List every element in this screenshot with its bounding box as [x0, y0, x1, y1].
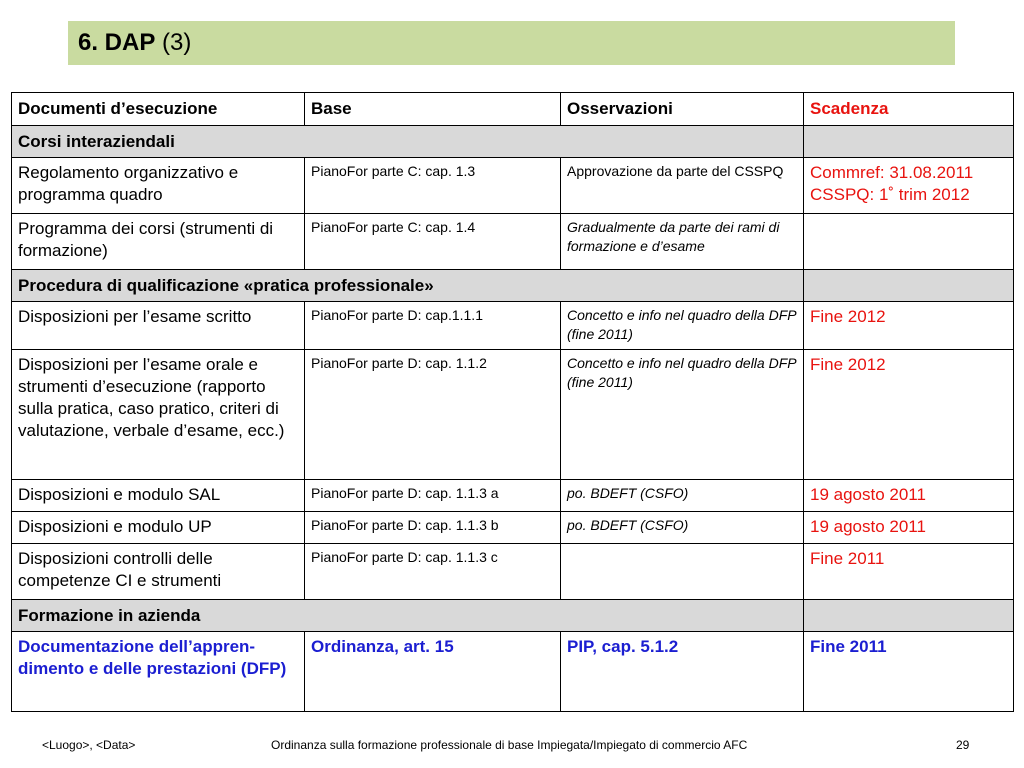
cell-documento: Disposizioni per l’esame scritto: [12, 302, 305, 350]
cell-osservazioni: Gradualmente da parte dei rami di formazione e d’esame: [561, 214, 804, 270]
cell-base: PianoFor parte C: cap. 1.3: [305, 158, 561, 214]
section-empty-cell: [804, 270, 1014, 302]
cell-documento: Documentazione dell’appren-dimento e delle prestazioni (DFP): [12, 632, 305, 712]
page-number: 29: [956, 738, 970, 752]
cell-scadenza: Fine 2011: [804, 544, 1014, 600]
cell-base: Ordinanza, art. 15: [305, 632, 561, 712]
section-label: Formazione in azienda: [12, 600, 804, 632]
section-empty-cell: [804, 126, 1014, 158]
cell-documento: Programma dei corsi (strumenti di formazione): [12, 214, 305, 270]
section-row-formazione: [12, 600, 1014, 632]
cell-scadenza: Fine 2012: [804, 302, 1014, 350]
section-row-corsi: [12, 126, 1014, 158]
footer-title: Ordinanza sulla formazione professionale di base Impiegata/Impiegato di commercio AFC: [271, 738, 748, 752]
cell-base: PianoFor parte D: cap. 1.1.3 a: [305, 480, 561, 512]
table-header-row: [12, 93, 1014, 126]
cell-documento: Disposizioni controlli delle competenze CI e strumenti: [12, 544, 305, 600]
header-base: Base: [305, 93, 561, 126]
cell-base: PianoFor parte D: cap. 1.1.3 b: [305, 512, 561, 544]
table-row: [12, 544, 1014, 600]
slide-title-number: 6. DAP: [78, 29, 156, 56]
section-row-procedura: [12, 270, 1014, 302]
dap-table: [11, 92, 1014, 712]
header-osservazioni: Osservazioni: [561, 93, 804, 126]
table-row: [12, 158, 1014, 214]
table-row: [12, 632, 1014, 712]
footer-location-date: <Luogo>, <Data>: [42, 738, 136, 752]
cell-osservazioni: [561, 544, 804, 600]
cell-base: PianoFor parte D: cap. 1.1.2: [305, 350, 561, 480]
cell-scadenza: 19 agosto 2011: [804, 512, 1014, 544]
section-label: Procedura di qualificazione «pratica professionale»: [12, 270, 804, 302]
cell-base: PianoFor parte C: cap. 1.4: [305, 214, 561, 270]
cell-scadenza: Commref: 31.08.2011 CSSPQ: 1˚ trim 2012: [804, 158, 1014, 214]
cell-scadenza: [804, 214, 1014, 270]
cell-documento: Disposizioni e modulo UP: [12, 512, 305, 544]
section-empty-cell: [804, 600, 1014, 632]
table-row: [12, 480, 1014, 512]
cell-base: PianoFor parte D: cap.1.1.1: [305, 302, 561, 350]
cell-scadenza: Fine 2012: [804, 350, 1014, 480]
slide-title: [68, 21, 955, 65]
table-row: [12, 214, 1014, 270]
cell-osservazioni: po. BDEFT (CSFO): [561, 512, 804, 544]
cell-osservazioni: po. BDEFT (CSFO): [561, 480, 804, 512]
cell-documento: Regolamento organizzativo e programma quadro: [12, 158, 305, 214]
cell-scadenza: Fine 2011: [804, 632, 1014, 712]
cell-osservazioni: Approvazione da parte del CSSPQ: [561, 158, 804, 214]
table-row: [12, 302, 1014, 350]
cell-osservazioni: Concetto e info nel quadro della DFP (fine 2011): [561, 302, 804, 350]
section-label: Corsi interaziendali: [12, 126, 804, 158]
slide-title-part: (3): [162, 29, 192, 56]
cell-documento: Disposizioni per l’esame orale e strumenti d’esecuzione (rapporto sulla pratica, caso pratico, criteri di valutazione, verbale d’esame, ecc.): [12, 350, 305, 480]
cell-base: PianoFor parte D: cap. 1.1.3 c: [305, 544, 561, 600]
cell-documento: Disposizioni e modulo SAL: [12, 480, 305, 512]
header-documenti: Documenti d’esecuzione: [12, 93, 305, 126]
cell-osservazioni: Concetto e info nel quadro della DFP (fine 2011): [561, 350, 804, 480]
cell-osservazioni: PIP, cap. 5.1.2: [561, 632, 804, 712]
cell-scadenza: 19 agosto 2011: [804, 480, 1014, 512]
header-scadenza: Scadenza: [804, 93, 1014, 126]
table-row: [12, 350, 1014, 480]
table-row: [12, 512, 1014, 544]
